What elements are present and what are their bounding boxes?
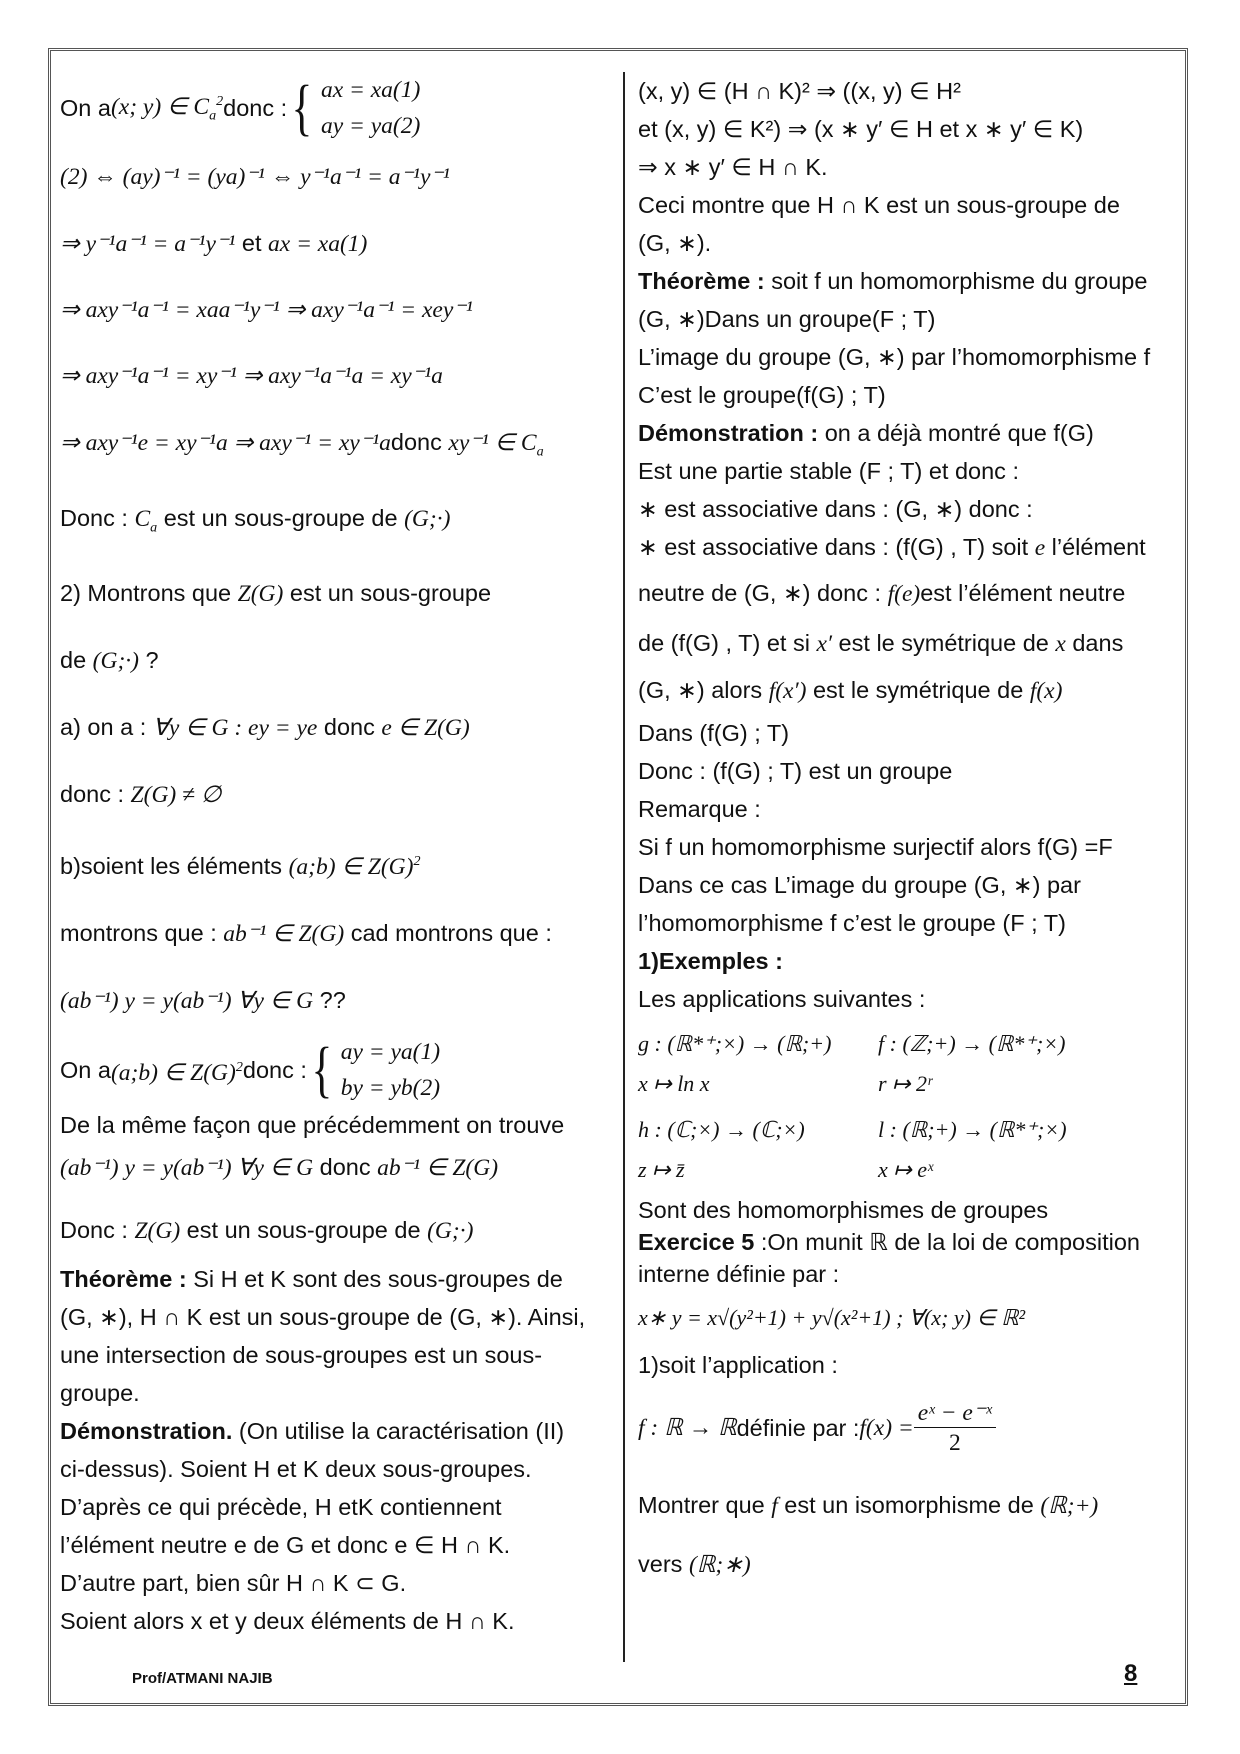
text-line: Ceci montre que H ∩ K est un sous-groupe de — [638, 192, 1120, 218]
equation-system: { ax = xa(1) ay = ya(2) — [291, 74, 421, 142]
equation-line: ⇒ axy⁻¹e = xy⁻¹a ⇒ axy⁻¹ = xy⁻¹adonc xy⁻¹ ∈ $C_a$ — [60, 429, 544, 460]
text-line: Donc : Z(G) est un sous-groupe de (G;·) — [60, 1217, 474, 1245]
footer-author: Prof/ATMANI NAJIB — [132, 1670, 273, 1687]
text-line: a) on a : ∀y ∈ G : ey = ye donc e ∈ Z(G) — [60, 714, 470, 742]
equation-system: { ay = ya(1) by = yb(2) — [311, 1036, 441, 1105]
proof-block: Démonstration : on a déjà montré que f(G) Est une partie stable (F ; T) et donc : ∗ est associative dans : (G, ∗) donc : ∗ est associative dans : (f(G) , T) soit e l’élément neutre de (G, ∗) donc : f(e)est l’élément neutre de (f(G) , T) et si x′ est le symétrique de x dans (G, ∗) alors f(x′) est le symétrique de f(x) Dans (f(G) ; T) Donc : (f(G) ; T) est un groupe — [638, 420, 1146, 784]
text-line: montrons que : ab⁻¹ ∈ Z(G) cad montrons que : — [60, 920, 552, 948]
text-line: (x, y) ∈ (H ∩ K)² ⇒ ((x, y) ∈ H² — [638, 78, 961, 104]
question-line: vers (ℝ;∗) — [638, 1551, 751, 1578]
map-f-rule: r ↦ 2ʳ — [878, 1071, 932, 1096]
remark-block: Remarque : Si f un homomorphisme surjectif alors f(G) =F Dans ce cas L’image du groupe (G, ∗) par l’homomorphisme f c’est le groupe (F ; T) — [638, 796, 1113, 936]
equation-line: (ab⁻¹) y = y(ab⁻¹) ∀y ∈ G donc ab⁻¹ ∈ Z(G) — [60, 1154, 499, 1182]
section-heading: 1)Exemples : — [638, 948, 783, 974]
theorem-block: Théorème : Si H et K sont des sous-groupes de (G, ∗), H ∩ K est un sous-groupe de (G, ∗). Ainsi, une intersection de sous-groupes est un sous- groupe. — [60, 1266, 586, 1407]
text-line: 2) Montrons que Z(G) est un sous-groupe — [60, 580, 492, 608]
line-center-system: On a (a;b) ∈ $Z(G)^2$ donc : { ay = ya(1) by = yb(2) — [60, 1036, 441, 1105]
text-line: De la même façon que précédemment on trouve — [60, 1112, 565, 1139]
equation-line: (2) ⇔ (ay)⁻¹ = (ya)⁻¹ ⇔ y⁻¹a⁻¹ = a⁻¹y⁻¹ — [60, 164, 450, 190]
map-h: h : (ℂ;×) → (ℂ;×) — [638, 1117, 805, 1142]
map-h-rule: z ↦ z̄ — [638, 1157, 685, 1182]
text-line: Les applications suivantes : — [638, 986, 926, 1012]
exercise-heading: Exercice 5 :On munit ℝ de la loi de composition — [638, 1229, 1140, 1255]
text-line: b)soient les éléments (a;b) ∈ $Z(G)^2$ — [60, 853, 421, 881]
text-line: ⇒ x ∗ y′ ∈ H ∩ K. — [638, 154, 828, 180]
examples-grid — [638, 1024, 1184, 1190]
map-l-rule: x ↦ eˣ — [878, 1157, 934, 1182]
question-line: 1)soit l’application : — [638, 1352, 838, 1378]
text-line: interne définie par : — [638, 1261, 840, 1287]
text-line: Donc : $C_a$ est un sous-groupe de (G;·) — [60, 504, 451, 536]
map-g: g : (ℝ*⁺;×) → (ℝ;+) — [638, 1031, 832, 1056]
text-line: de (G;·) ? — [60, 647, 159, 675]
text-line: donc : Z(G) ≠ ∅ — [60, 781, 222, 809]
map-f: f : (ℤ;+) → (ℝ*⁺;×) — [878, 1031, 1066, 1056]
right-column — [638, 72, 1184, 1594]
question-line: f : ℝ → ℝ définie par : f(x) = $\frac{\text{eˣ − e⁻ˣ}}{2}$ — [638, 1390, 1184, 1466]
equation-line: (ab⁻¹) y = y(ab⁻¹) ∀y ∈ G ?? — [60, 987, 346, 1015]
equation-line: ⇒ axy⁻¹a⁻¹ = xaa⁻¹y⁻¹ ⇒ axy⁻¹a⁻¹ = xey⁻¹ — [60, 297, 473, 323]
composition-law: x∗ y = x√(y²+1) + y√(x²+1) ; ∀(x; y) ∈ ℝ² — [638, 1305, 1026, 1330]
fraction: $\frac{\text{eˣ − e⁻ˣ}}{2}$ — [914, 1399, 996, 1458]
equation-line: ⇒ y⁻¹a⁻¹ = a⁻¹y⁻¹ et ax = xa(1) — [60, 230, 368, 257]
page-number: 8 — [1124, 1660, 1138, 1687]
theorem-block: Théorème : soit f un homomorphisme du groupe (G, ∗)Dans un groupe(F ; T) L’image du groupe (G, ∗) par l’homomorphisme f C’est le groupe(f(G) ; T) — [638, 268, 1151, 408]
left-column — [60, 72, 608, 1640]
text-line: et (x, y) ∈ K²) ⇒ (x ∗ y′ ∈ H et x ∗ y′ ∈ K) — [638, 116, 1084, 142]
line-subgroup-def: On a (x; y) ∈ $C_a^2$ donc : { ax = xa(1) ay = ya(2) — [60, 74, 421, 142]
question-line: Montrer que f est un isomorphisme de (ℝ;+) — [638, 1492, 1099, 1519]
map-g-rule: x ↦ ln x — [638, 1071, 710, 1096]
text-line: (G, ∗). — [638, 230, 712, 256]
equation-line: ⇒ axy⁻¹a⁻¹ = xy⁻¹ ⇒ axy⁻¹a⁻¹a = xy⁻¹a — [60, 363, 443, 389]
proof-block: Démonstration. (On utilise la caractérisation (II) ci-dessus). Soient H et K deux sous-groupes. D’après ce qui précède, H etK contiennent l’élément neutre e de G et donc e ∈ H ∩ K. D’autre part, bien sûr H ∩ K ⊂ G. Soient alors x et y deux éléments de H ∩ K. — [60, 1418, 565, 1635]
map-l: l : (ℝ;+) → (ℝ*⁺;×) — [878, 1117, 1067, 1142]
column-divider — [623, 72, 625, 1662]
text-line: Sont des homomorphismes de groupes — [638, 1197, 1049, 1223]
